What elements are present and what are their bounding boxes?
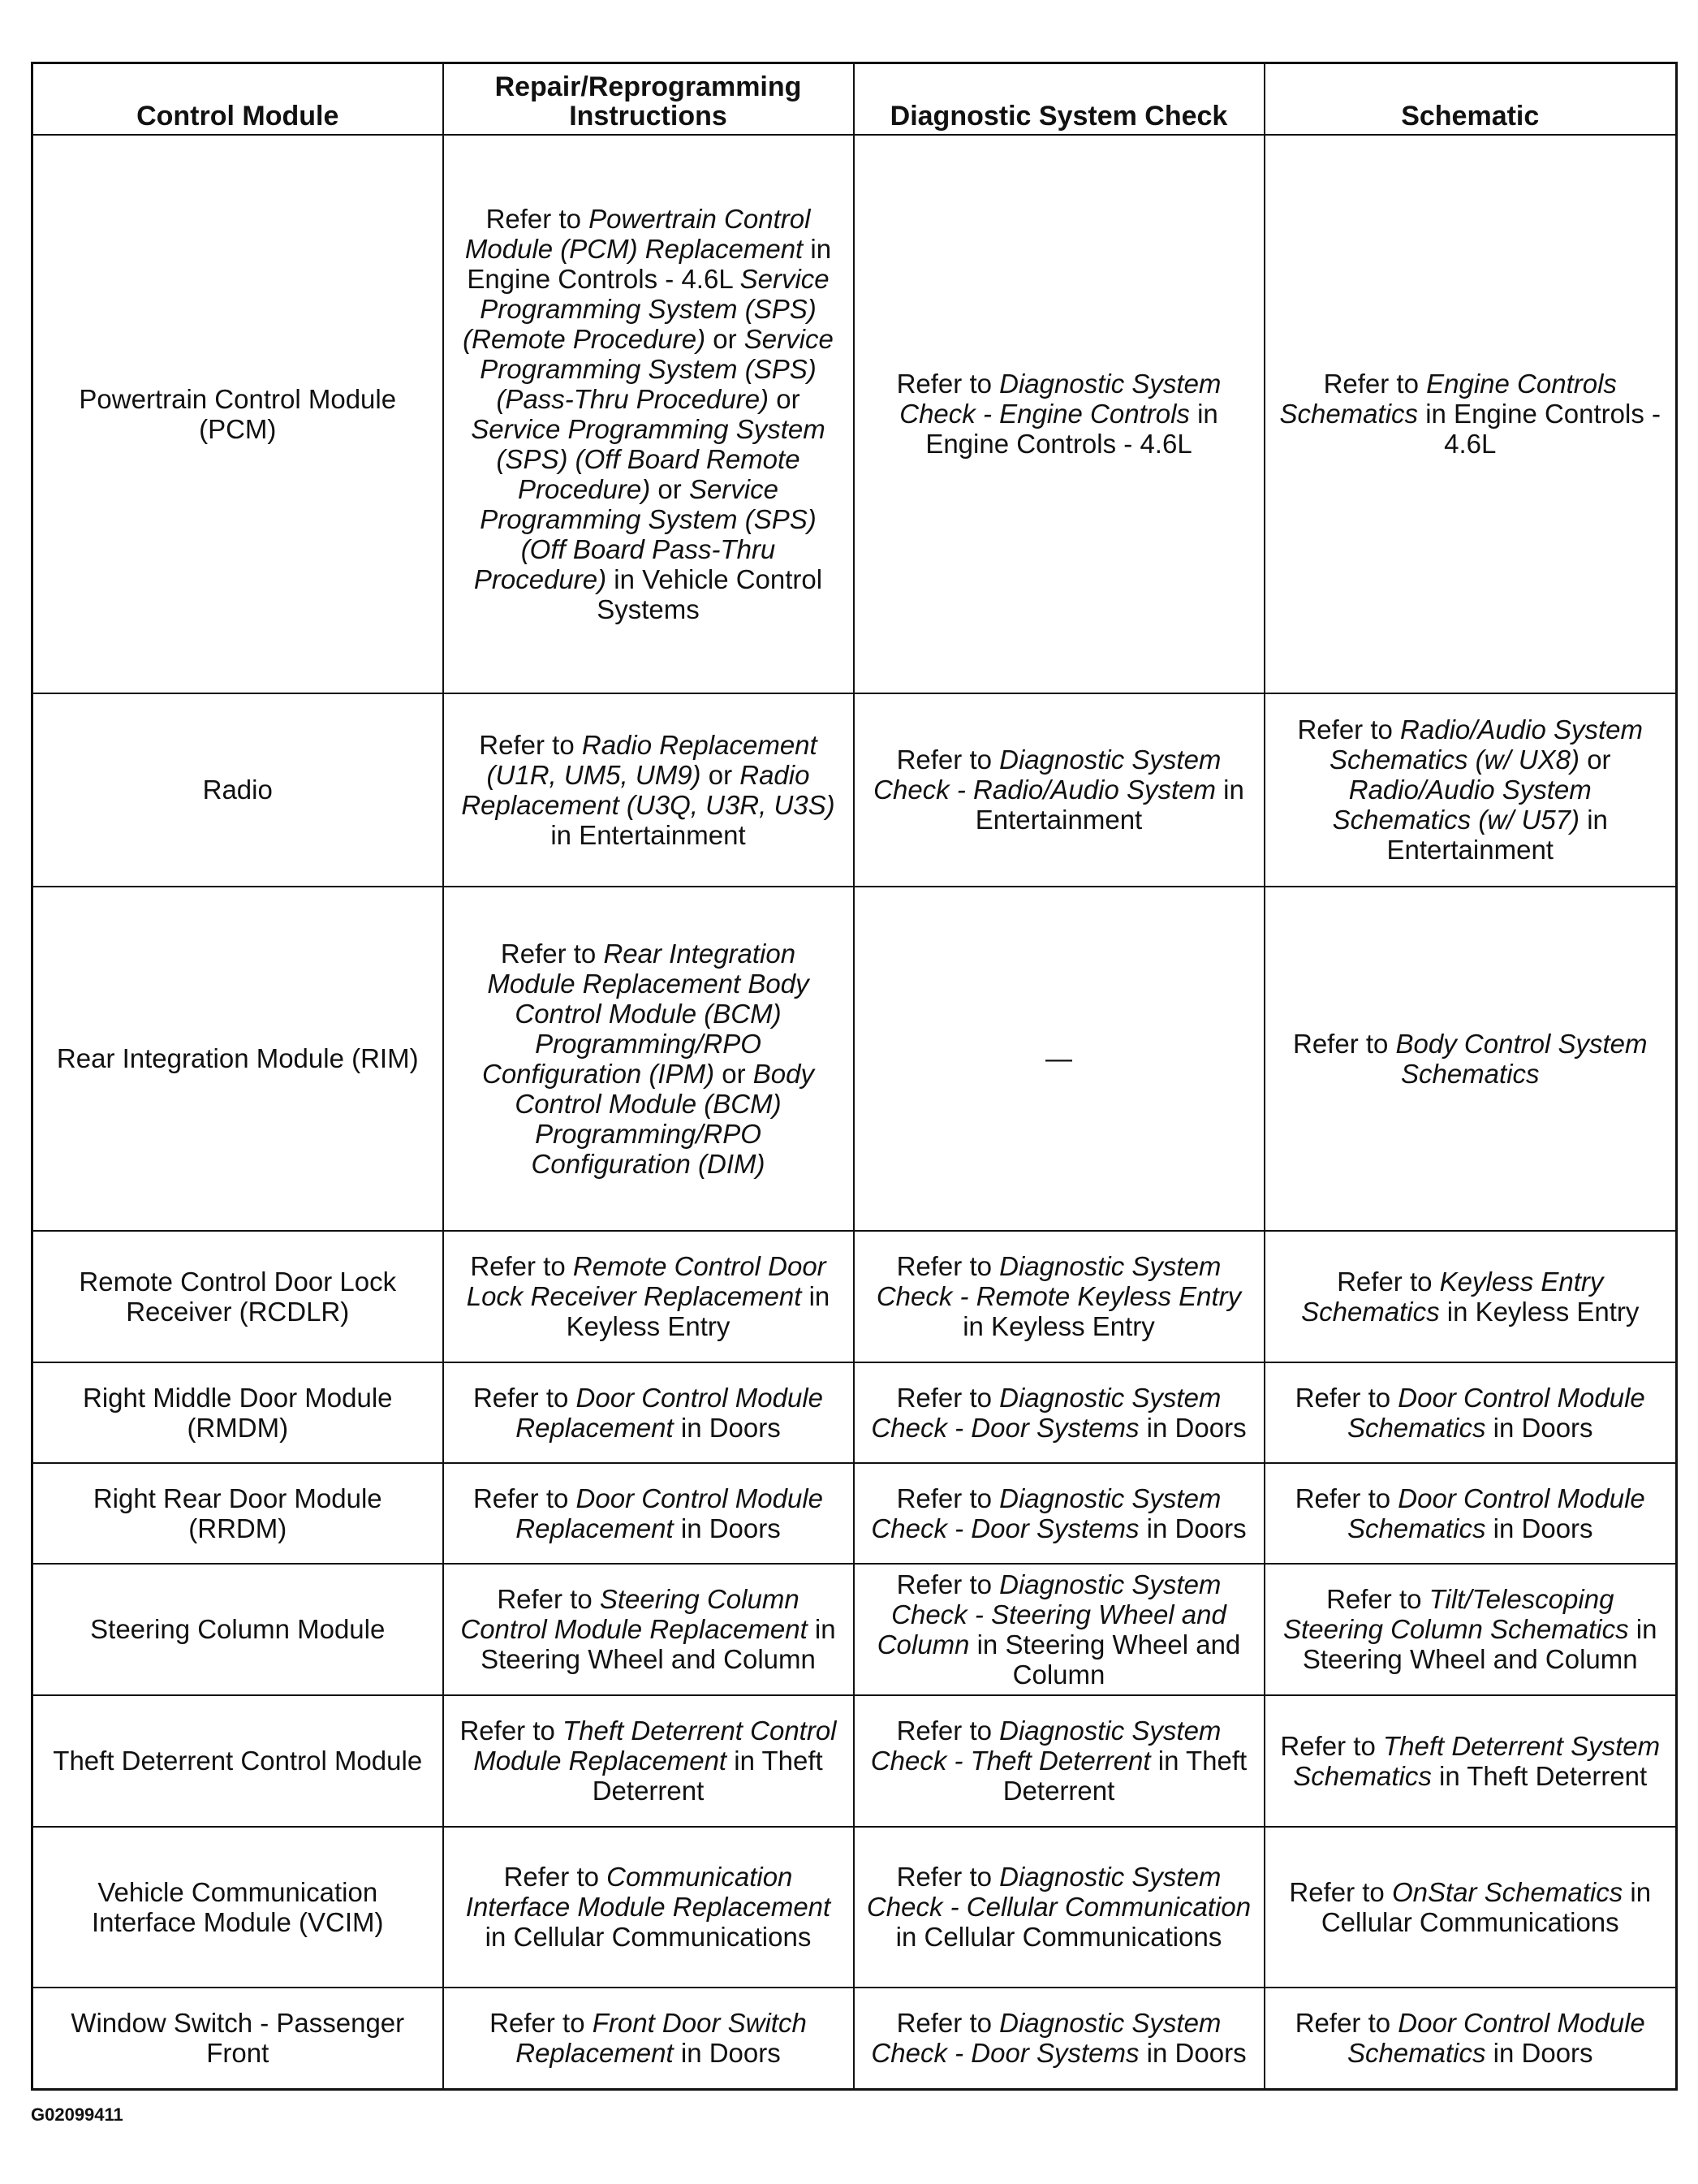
reference-title: Diagnostic System Check - Door Systems	[871, 2008, 1222, 2069]
reference-title: Door Control Module Replacement	[515, 1483, 824, 1543]
reference-text: in Doors	[1139, 2038, 1247, 2069]
cell-schematic	[1265, 1362, 1677, 1463]
reference-text: Refer to	[896, 1716, 1000, 1746]
reference-title: Service Programming System (SPS) (Off Board Pass-Thru Procedure)	[473, 473, 817, 594]
cell-repair-instructions	[443, 1463, 854, 1564]
cell-schematic	[1265, 693, 1677, 887]
cell-repair-instructions	[443, 135, 854, 693]
table-row	[32, 1463, 1677, 1564]
reference-text: in Entertainment	[550, 819, 746, 850]
header-repair-instructions: Repair/Reprogramming Instructions	[443, 63, 854, 135]
reference-text: or	[700, 759, 740, 790]
cell-diagnostic-check	[854, 135, 1265, 693]
reference-title: Diagnostic System Check - Door Systems	[871, 1483, 1222, 1543]
reference-title: Front Door Switch Replacement	[515, 2008, 807, 2069]
cell-schematic	[1265, 135, 1677, 693]
reference-title: Tilt/Telescoping Steering Column Schematics	[1283, 1584, 1629, 1644]
cell-repair-instructions	[443, 887, 854, 1231]
reference-text: Refer to	[489, 2008, 593, 2039]
reference-text: in Doors	[1139, 1412, 1247, 1443]
cell-diagnostic-check	[854, 887, 1265, 1231]
reference-title: Remote Control Door Lock Receiver Replacement	[466, 1251, 826, 1311]
reference-text: in Theft Deterrent	[1002, 1746, 1248, 1806]
reference-title: Door Control Module Replacement	[515, 1382, 824, 1443]
cell-schematic	[1265, 887, 1677, 1231]
cell-diagnostic-check	[854, 1695, 1265, 1827]
table-row	[32, 1564, 1677, 1695]
cell-control-module: Powertrain Control Module (PCM)	[32, 135, 443, 693]
reference-title: Engine Controls Schematics	[1279, 369, 1617, 429]
reference-text: Refer to	[896, 745, 1000, 775]
reference-title: Diagnostic System Check - Theft Deterrent	[870, 1716, 1222, 1776]
table-row	[32, 135, 1677, 693]
cell-repair-instructions	[443, 1827, 854, 1988]
reference-text: Refer to	[896, 1251, 1000, 1281]
reference-text: Refer to	[896, 1483, 1000, 1513]
header-row	[32, 63, 1677, 135]
cell-repair-instructions	[443, 1564, 854, 1695]
cell-control-module: Steering Column Module	[32, 1564, 443, 1695]
reference-text: in Cellular Communications	[1321, 1876, 1652, 1937]
reference-title: Theft Deterrent System Schematics	[1293, 1730, 1661, 1791]
reference-text: Refer to	[472, 1483, 576, 1513]
cell-diagnostic-check	[854, 1362, 1265, 1463]
reference-text: in Doors	[673, 2038, 781, 2069]
reference-text: Refer to	[1326, 1584, 1429, 1614]
reference-text: Refer to	[1295, 1382, 1398, 1413]
module-reference-table	[31, 62, 1678, 2091]
cell-schematic	[1265, 1463, 1677, 1564]
table-row	[32, 1988, 1677, 2090]
reference-text: Refer to	[1295, 2008, 1398, 2039]
reference-title: Powertrain Control Module (PCM) Replacement	[464, 203, 811, 264]
reference-text: in Doors	[1485, 2038, 1593, 2069]
reference-text: in Engine Controls - 4.6L	[1418, 399, 1661, 459]
reference-title: Communication Interface Module Replacement	[465, 1862, 831, 1922]
reference-text: in Engine Controls - 4.6L	[467, 233, 832, 294]
reference-text: in Keyless Entry	[963, 1311, 1155, 1341]
reference-text: or	[714, 1058, 753, 1089]
reference-text: Refer to	[1323, 369, 1427, 399]
header-diagnostic-check: Diagnostic System Check	[854, 63, 1265, 135]
cell-control-module: Window Switch - Passenger Front	[32, 1988, 443, 2090]
reference-text: Refer to	[500, 938, 604, 969]
cell-control-module: Right Middle Door Module (RMDM)	[32, 1362, 443, 1463]
reference-text: Refer to	[503, 1862, 607, 1892]
reference-text: in Vehicle Control Systems	[597, 563, 823, 624]
cell-diagnostic-check	[854, 1463, 1265, 1564]
reference-text: or	[650, 473, 689, 504]
reference-title: Diagnostic System Check - Door Systems	[871, 1382, 1222, 1443]
reference-text: Refer to	[896, 1862, 1000, 1892]
reference-text: in Entertainment	[975, 775, 1244, 835]
reference-text: Refer to	[472, 1382, 576, 1413]
reference-title: Door Control Module Schematics	[1347, 2008, 1645, 2069]
reference-text: in Keyless Entry	[566, 1281, 830, 1341]
reference-title: Radio Replacement (U1R, UM5, UM9)	[486, 729, 817, 790]
reference-text: in Theft Deterrent	[592, 1746, 823, 1806]
reference-title: Keyless Entry Schematics	[1301, 1266, 1604, 1327]
header-schematic: Schematic	[1265, 63, 1677, 135]
header-control-module: Control Module	[32, 63, 443, 135]
cell-diagnostic-check	[854, 1827, 1265, 1988]
reference-text: in Theft Deterrent	[1431, 1760, 1648, 1791]
cell-diagnostic-check	[854, 693, 1265, 887]
reference-text: or	[1579, 745, 1611, 775]
cell-repair-instructions	[443, 1362, 854, 1463]
reference-title: Diagnostic System Check - Radio/Audio System	[873, 745, 1222, 805]
reference-text: in Keyless Entry	[1439, 1296, 1640, 1327]
reference-title: Diagnostic System Check - Steering Wheel and Column	[877, 1569, 1226, 1660]
cell-repair-instructions	[443, 693, 854, 887]
reference-title: Radio/Audio System Schematics (w/ UX8)	[1329, 714, 1644, 775]
reference-text: —	[1045, 1043, 1072, 1073]
reference-title: Service Programming System (SPS) (Remote Procedure)	[463, 263, 830, 354]
reference-title: Service Programming System (SPS) (Pass-Thru Procedure)	[480, 323, 834, 414]
table-row	[32, 887, 1677, 1231]
reference-text: in Steering Wheel and Column	[969, 1629, 1241, 1690]
reference-title: Body Control System Schematics	[1395, 1028, 1648, 1089]
table-body	[32, 135, 1677, 2090]
cell-schematic	[1265, 1695, 1677, 1827]
reference-title: Body Control Module (BCM) Programming/RPO Configuration (DIM)	[515, 1058, 814, 1179]
reference-text: Refer to	[1292, 1028, 1396, 1059]
cell-control-module: Rear Integration Module (RIM)	[32, 887, 443, 1231]
reference-text: Refer to	[1337, 1266, 1440, 1297]
reference-text: Refer to	[1280, 1730, 1383, 1761]
reference-text: in Entertainment	[1386, 805, 1608, 865]
reference-text: in Engine Controls - 4.6L	[925, 399, 1218, 459]
reference-text: Refer to	[896, 369, 1000, 399]
reference-text: Refer to	[485, 203, 589, 234]
cell-diagnostic-check	[854, 1231, 1265, 1362]
cell-repair-instructions	[443, 1231, 854, 1362]
reference-text: in Doors	[1485, 1513, 1593, 1543]
cell-control-module: Radio	[32, 693, 443, 887]
cell-diagnostic-check	[854, 1564, 1265, 1695]
reference-text: or	[769, 383, 800, 414]
table-row	[32, 1827, 1677, 1988]
reference-text: Refer to	[1289, 1876, 1392, 1907]
reference-title: Steering Column Control Module Replacement	[460, 1584, 808, 1644]
cell-repair-instructions	[443, 1695, 854, 1827]
reference-title: Rear Integration Module Replacement Body Control Module (BCM) Programming/RPO Configuration (IPM)	[481, 938, 809, 1089]
reference-text: Refer to	[896, 2008, 1000, 2039]
reference-text: Refer to	[1295, 1483, 1398, 1513]
reference-text: in Steering Wheel and Column	[481, 1614, 836, 1674]
reference-text: in Doors	[673, 1412, 781, 1443]
reference-text: in Cellular Communications	[485, 1922, 812, 1952]
reference-text: in Doors	[1485, 1412, 1593, 1443]
table-row	[32, 1362, 1677, 1463]
reference-title: Theft Deterrent Control Module Replacement	[473, 1716, 837, 1776]
reference-text: in Doors	[673, 1513, 781, 1543]
reference-text: Refer to	[470, 1251, 573, 1281]
reference-text: or	[705, 323, 744, 354]
reference-title: Diagnostic System Check - Remote Keyless Entry	[876, 1251, 1242, 1311]
table-row	[32, 1231, 1677, 1362]
reference-title: Radio Replacement (U3Q, U3R, U3S)	[461, 759, 835, 820]
reference-text: in Cellular Communications	[895, 1922, 1222, 1952]
reference-title: Radio/Audio System Schematics (w/ U57)	[1332, 775, 1592, 835]
cell-repair-instructions	[443, 1988, 854, 2090]
reference-text: in Doors	[1139, 1513, 1247, 1543]
reference-text: Refer to	[896, 1569, 1000, 1599]
cell-control-module: Vehicle Communication Interface Module (VCIM)	[32, 1827, 443, 1988]
cell-schematic	[1265, 1988, 1677, 2090]
reference-text: in Steering Wheel and Column	[1302, 1614, 1657, 1674]
cell-control-module: Right Rear Door Module (RRDM)	[32, 1463, 443, 1564]
reference-title: Door Control Module Schematics	[1347, 1382, 1645, 1443]
reference-text: Refer to	[479, 729, 582, 760]
reference-title: Service Programming System (SPS) (Off Board Remote Procedure)	[471, 413, 825, 504]
reference-title: Diagnostic System Check - Engine Controls	[899, 369, 1222, 429]
figure-code: G02099411	[31, 2104, 123, 2125]
cell-schematic	[1265, 1231, 1677, 1362]
reference-title: OnStar Schematics	[1391, 1876, 1623, 1907]
table-row	[32, 1695, 1677, 1827]
reference-text: Refer to	[459, 1716, 563, 1746]
reference-title: Door Control Module Schematics	[1347, 1483, 1645, 1543]
cell-schematic	[1265, 1827, 1677, 1988]
cell-schematic	[1265, 1564, 1677, 1695]
cell-diagnostic-check	[854, 1988, 1265, 2090]
cell-control-module: Remote Control Door Lock Receiver (RCDLR)	[32, 1231, 443, 1362]
reference-text: Refer to	[497, 1584, 600, 1614]
reference-text: Refer to	[1297, 714, 1401, 745]
table-row	[32, 693, 1677, 887]
cell-control-module: Theft Deterrent Control Module	[32, 1695, 443, 1827]
reference-title: Diagnostic System Check - Cellular Communication	[866, 1862, 1252, 1922]
reference-text: Refer to	[896, 1382, 1000, 1413]
